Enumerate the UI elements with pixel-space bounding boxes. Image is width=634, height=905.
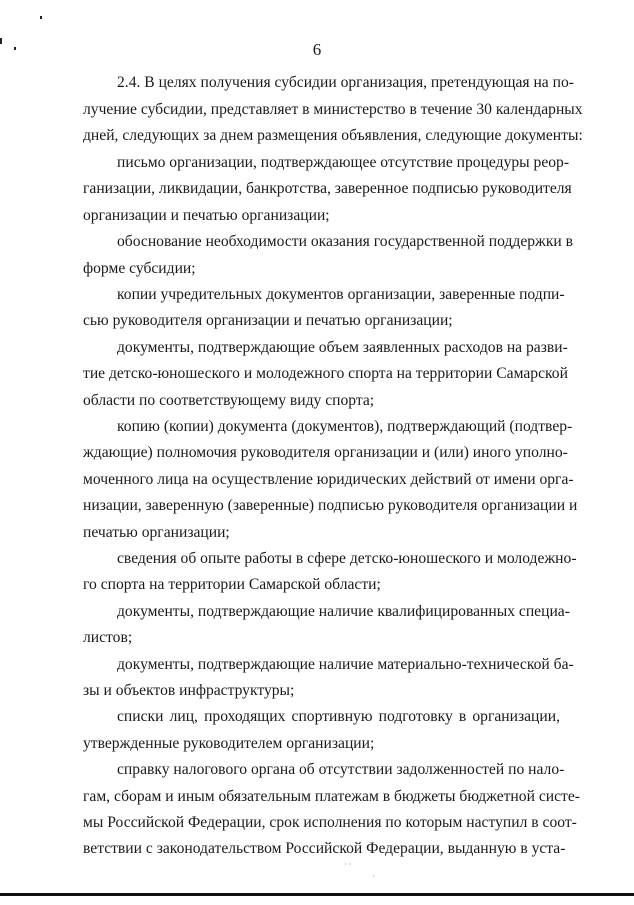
scan-speck: · <box>372 872 375 881</box>
text-line: дней, следующих за днем размещения объявления, следующие документы: <box>83 127 583 144</box>
text-line: области по соответствующему виду спорта; <box>83 392 375 409</box>
text-line: утвержденные руководителем организации; <box>83 735 375 752</box>
text-line: ветствии с законодательством Российской Федерации, выданную в уста- <box>83 840 566 857</box>
text-line: ганизации, ликвидации, банкротства, заверенное подписью руководителя <box>83 180 572 197</box>
text-line: низации, заверенную (заверенные) подписью руководителя организации и <box>83 497 578 514</box>
page-number: 6 <box>312 40 322 59</box>
scan-speck: · · <box>344 860 352 869</box>
text-line: моченного лица на осуществление юридических действий от имени орга- <box>83 471 574 488</box>
text-line: печатью организации; <box>83 524 230 541</box>
text-line: лучение субсидии, представляет в министерство в течение 30 календарных <box>83 101 583 118</box>
scan-edge <box>0 893 634 896</box>
text-line: гам, сборам и иным обязательным платежам в бюджеты бюджетной систе- <box>83 788 580 805</box>
text-line: мы Российской Федерации, срок исполнения по которым наступил в соот- <box>83 814 577 831</box>
text-line: копии учредительных документов организации, заверенные подпи- <box>117 286 565 303</box>
text-line: документы, подтверждающие наличие квалифицированных специа- <box>117 603 570 620</box>
text-line: сью руководителя организации и печатью организации; <box>83 312 453 329</box>
text-line: справку налогового органа об отсутствии задолженностей по нало- <box>117 761 565 778</box>
scan-mark <box>40 16 42 19</box>
text-line: форме субсидии; <box>83 260 196 277</box>
text-line: документы, подтверждающие объем заявленных расходов на разви- <box>117 339 568 356</box>
text-line: сведения об опыте работы в сфере детско-юношеского и молодежно- <box>117 550 577 567</box>
text-line: листов; <box>83 629 133 646</box>
text-line: организации и печатью организации; <box>83 207 330 224</box>
text-line: зы и объектов инфраструктуры; <box>83 682 295 699</box>
text-line: документы, подтверждающие наличие материально-технической ба- <box>117 656 574 673</box>
text-line: 2.4. В целях получения субсидии организация, претендующая на по- <box>117 74 574 91</box>
text-line: тие детско-юношеского и молодежного спорта на территории Самарской <box>83 365 568 382</box>
text-line: ждающие) полномочия руководителя организации и (или) иного уполно- <box>83 444 568 461</box>
text-line: го спорта на территории Самарской области; <box>83 576 381 593</box>
text-line: письмо организации, подтверждающее отсутствие процедуры реор- <box>117 154 570 171</box>
text-line: списки лиц, проходящих спортивную подготовку в организации, <box>117 708 560 725</box>
text-line: обоснование необходимости оказания государственной поддержки в <box>117 233 574 250</box>
text-line: копию (копии) документа (документов), подтверждающий (подтвер- <box>117 418 573 435</box>
